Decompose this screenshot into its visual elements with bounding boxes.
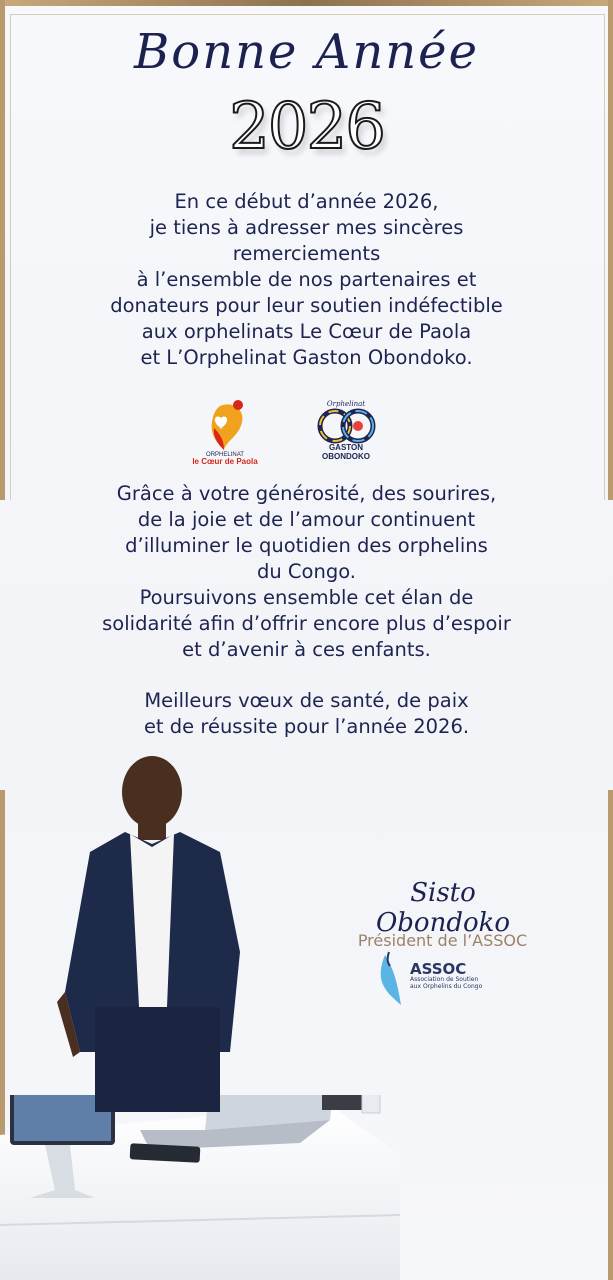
body-line: d’illuminer le quotidien des orphelins <box>125 534 488 557</box>
gaston-logo-top-text: Orphelinat <box>326 400 366 408</box>
office-desk-illustration <box>0 1095 400 1280</box>
intro-line: à l’ensemble de nos partenaires et <box>136 268 477 291</box>
closing-message <box>30 688 583 740</box>
gaston-obondoko-logo <box>308 398 384 464</box>
intro-line: aux orphelinats Le Cœur de Paola <box>141 320 472 343</box>
gold-frame-right-lower <box>608 790 613 1280</box>
body-line: du Congo. <box>256 560 356 583</box>
body-line: Poursuivons ensemble cet élan de <box>139 586 474 609</box>
body-line: solidarité afin d’offrir encore plus d’espoir <box>102 612 511 635</box>
body-message <box>30 481 583 663</box>
body-line: de la joie et de l’amour continuent <box>137 508 476 531</box>
intro-line: donateurs pour leur soutien indéfectible <box>110 294 503 317</box>
president-photo <box>55 752 275 1112</box>
coeur-logo-top-text: ORPHELINAT <box>206 452 244 458</box>
closing-line: Meilleurs vœux de santé, de paix <box>144 689 469 712</box>
assoc-subtitle-line: Association de Soutien <box>410 976 479 983</box>
intro-line: En ce début d’année 2026, <box>174 190 439 213</box>
body-line: et d’avenir à ces enfants. <box>182 638 431 661</box>
intro-line: remerciements <box>232 242 381 265</box>
assoc-subtitle-line: aux Orphelins du Congo <box>410 983 483 990</box>
intro-message <box>30 189 583 371</box>
greeting-year: 2026 <box>229 90 384 164</box>
gaston-logo-name-line2: OBONDOKO <box>322 452 370 461</box>
intro-line: et L’Orphelinat Gaston Obondoko. <box>140 346 473 369</box>
gaston-logo-name-line1: GASTON <box>328 443 364 452</box>
president-signature: Sisto Obondoko <box>375 878 511 938</box>
coeur-de-paola-logo <box>180 398 270 468</box>
coeur-logo-name: le Cœur de Paola <box>192 457 258 466</box>
closing-line: et de réussite pour l’année 2026. <box>143 715 470 738</box>
president-role: Président de l’ASSOC <box>357 931 528 950</box>
intro-line: je tiens à adresser mes sincères <box>149 216 464 239</box>
assoc-logo-name: ASSOC <box>410 960 467 978</box>
assoc-logo-subtitle <box>410 976 482 990</box>
gold-frame-top <box>0 0 613 6</box>
greeting-title: Bonne Année <box>134 24 479 80</box>
body-line: Grâce à votre générosité, des sourires, <box>116 482 497 505</box>
